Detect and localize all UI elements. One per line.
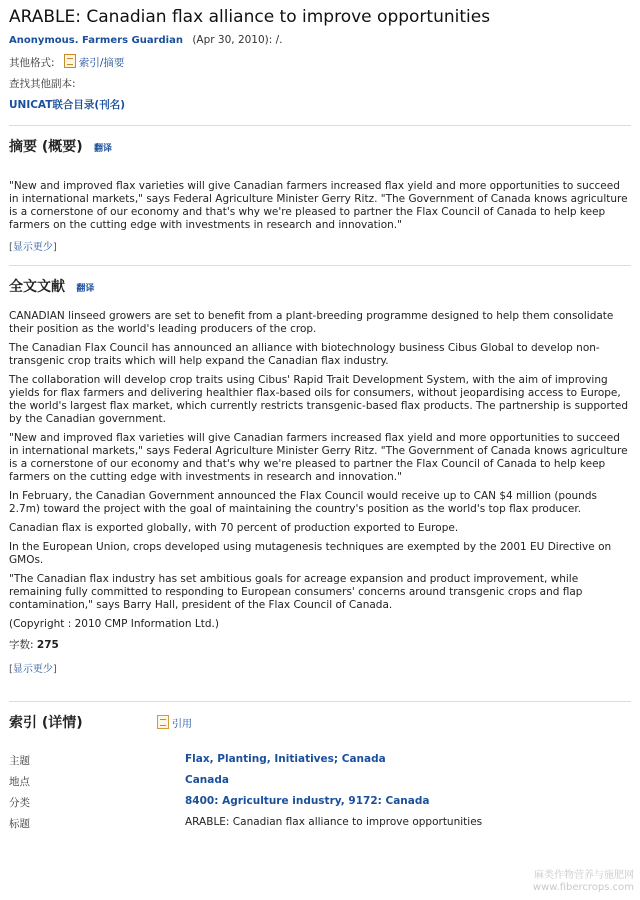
index-heading: 索引 (详情) <box>9 715 83 731</box>
document-icon <box>64 54 76 68</box>
fulltext-show-less <box>9 660 631 675</box>
fulltext-paragraph: "New and improved flax varieties will give Canadian farmers increased flax yield and more opportunities to succeed in international markets," says Federal Agriculture Minister Gerry Ritz. "The Government of Canada knows agriculture is a cornerstone of our economy and that's why we're pleased to partner the Flax Council of Canada to help keep farmers on the cutting edge with investments in research and innovation." <box>9 432 628 483</box>
word-count-label: 字数: <box>9 639 34 651</box>
watermark <box>533 870 634 894</box>
divider <box>9 265 631 266</box>
watermark-line1: 麻类作物营养与施肥网 <box>534 870 634 881</box>
index-abstract-label: 索引/摘要 <box>78 57 125 69</box>
bracket-open: [ <box>9 242 13 253</box>
fulltext-translate-link[interactable]: 翻译 <box>76 284 95 294</box>
word-count <box>9 637 631 652</box>
abstract-text: "New and improved flax varieties will give Canadian farmers increased flax yield and more opportunities to succeed in international markets," says Federal Agriculture Minister Gerry Ritz. "The Government of Canada knows agriculture is a cornerstone of our economy and that's why we're pleased to partner the Flax Council of Canada to help keep farmers on the cutting edge with investments in research and innovation." <box>9 180 628 231</box>
table-row <box>9 771 631 792</box>
divider <box>9 125 631 126</box>
index-key: 地点 <box>9 776 30 788</box>
index-value: ARABLE: Canadian flax alliance to improve opportunities <box>185 816 483 828</box>
publication-date: (Apr 30, 2010): /. <box>192 34 283 46</box>
copyright: (Copyright : 2010 CMP Information Ltd.) <box>9 618 219 630</box>
unicat-row <box>9 98 631 113</box>
table-row <box>9 792 631 813</box>
index-table <box>9 750 631 834</box>
abstract-heading: 摘要 (概要) <box>9 139 83 155</box>
find-copies-row <box>9 77 631 92</box>
fulltext-paragraph: In February, the Canadian Government announced the Flax Council would receive up to CAN $4 million (pounds 2.7m) toward the project with the goal of maintaining the country's position as the world's top flax producer. <box>9 490 597 515</box>
byline <box>9 34 631 46</box>
index-key: 分类 <box>9 797 30 809</box>
abstract-show-less <box>9 238 631 253</box>
cite-icon <box>157 715 169 729</box>
index-value-link[interactable]: Canada <box>185 774 229 786</box>
fulltext-section <box>9 276 631 675</box>
fulltext-paragraph: The collaboration will develop crop traits using Cibus' Rapid Trait Development System, with the aim of improving yields for flax farmers and delivering healthier flax-based oils for consumers, without jeopardising access to Europe, the world's largest flax market, which currently restricts transgenic-based flax products. The partnership is supported by the Canadian government. <box>9 374 629 425</box>
cite-label: 引用 <box>172 718 192 730</box>
fulltext-heading: 全文文献 <box>9 279 65 295</box>
index-value-link[interactable]: 8400: Agriculture industry, 9172: Canada <box>185 795 430 807</box>
bracket-close: ] <box>52 664 57 675</box>
find-copies-label: 查找其他副本: <box>9 78 76 90</box>
table-row <box>9 813 631 834</box>
table-row <box>9 750 631 771</box>
author-link[interactable]: Anonymous. Farmers Guardian <box>9 35 183 46</box>
fulltext-show-less-link[interactable]: 显示更少 <box>12 664 53 675</box>
fulltext-paragraph: Canadian flax is exported globally, with 70 percent of production exported to Europe. <box>9 522 459 534</box>
other-formats-label: 其他格式: <box>9 57 55 69</box>
fulltext-paragraph: CANADIAN linseed growers are set to benefit from a plant-breeding programme designed to help them consolidate their position as the world's leading producers of the crop. <box>9 310 614 335</box>
article-title: ARABLE: Canadian flax alliance to improve opportunities <box>9 7 491 27</box>
cite-link[interactable] <box>157 715 192 730</box>
fulltext-paragraph: In the European Union, crops developed using mutagenesis techniques are exempted by the 2001 EU Directive on GMOs. <box>9 541 612 566</box>
other-formats-row <box>9 54 631 71</box>
bracket-open: [ <box>9 664 13 675</box>
index-section <box>9 712 631 834</box>
index-abstract-link[interactable] <box>64 57 125 69</box>
unicat-link[interactable]: UNICAT联合目录(刊名) <box>9 99 125 111</box>
index-key: 标题 <box>9 818 30 830</box>
abstract-translate-link[interactable]: 翻译 <box>94 144 113 154</box>
abstract-section <box>9 136 631 253</box>
watermark-line2: www.fibercrops.com <box>532 882 634 893</box>
fulltext-paragraph: "The Canadian flax industry has set ambitious goals for acreage expansion and product improvement, while remaining fully committed to responding to European consumers' concerns around transgenic crops and flap contamination," says Barry Hall, president of the Flax Council of Canada. <box>9 573 583 611</box>
index-value-link[interactable]: Flax, Planting, Initiatives; Canada <box>185 753 386 765</box>
abstract-show-less-link[interactable]: 显示更少 <box>12 242 53 253</box>
word-count-value: 275 <box>36 639 59 651</box>
fulltext-paragraph: The Canadian Flax Council has announced an alliance with biotechnology business Cibus Global to develop non-transgenic crop traits which will help expand the Canadian flax industry. <box>9 342 600 367</box>
divider <box>9 701 631 702</box>
index-key: 主题 <box>9 755 30 767</box>
bracket-close: ] <box>52 242 57 253</box>
